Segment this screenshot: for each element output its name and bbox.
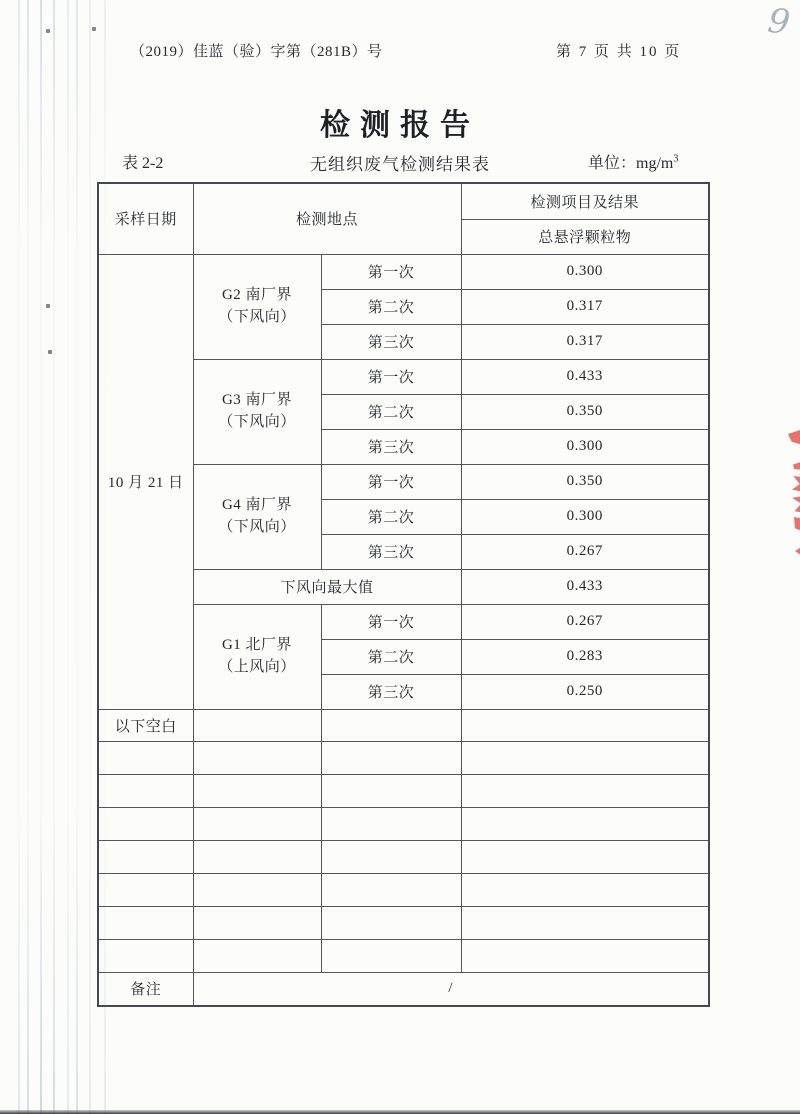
stamp-fragment-icon xyxy=(795,546,800,556)
stamp-fragment-icon xyxy=(793,461,800,470)
location-cell-g3 xyxy=(193,359,321,464)
empty-cell xyxy=(461,840,709,873)
reading-label: 第一次 xyxy=(321,359,461,394)
reading-label: 第三次 xyxy=(321,429,461,464)
reading-label: 第三次 xyxy=(321,534,461,569)
empty-cell xyxy=(98,873,193,906)
remarks-value: / xyxy=(193,972,709,1006)
document-number: （2019）佳蓝（验）字第（281B）号 xyxy=(130,44,383,60)
handwritten-page-mark: 9 xyxy=(765,0,793,44)
empty-cell xyxy=(461,807,709,840)
location-name: G3 南厂界 xyxy=(221,391,293,408)
reading-label: 第二次 xyxy=(321,499,461,534)
reading-value: 0.300 xyxy=(461,254,709,289)
reading-label: 第一次 xyxy=(321,604,461,639)
empty-cell xyxy=(321,807,461,840)
reading-value: 0.250 xyxy=(461,674,709,709)
report-title: 检测报告 xyxy=(320,109,480,142)
reading-value: 0.267 xyxy=(461,604,709,639)
reading-value: 0.317 xyxy=(461,289,709,324)
reading-label: 第二次 xyxy=(321,289,461,324)
empty-cell xyxy=(321,906,461,939)
stamp-fragment-icon xyxy=(794,517,800,531)
reading-value: 0.300 xyxy=(461,499,709,534)
location-cell-g1 xyxy=(193,604,321,709)
empty-row xyxy=(98,873,709,906)
location-wind: （下风向） xyxy=(218,308,296,325)
location-cell-g4 xyxy=(193,464,321,569)
remarks-row xyxy=(98,972,709,1006)
red-stamp-fragment xyxy=(784,428,800,558)
max-value: 0.433 xyxy=(461,569,709,604)
scan-speck xyxy=(46,304,50,308)
empty-cell xyxy=(321,873,461,906)
empty-row xyxy=(98,741,709,774)
empty-cell xyxy=(193,906,321,939)
header-location: 检测地点 xyxy=(193,183,461,254)
empty-cell xyxy=(193,807,321,840)
empty-cell xyxy=(98,741,193,774)
unit-exponent: 3 xyxy=(673,153,679,165)
empty-cell xyxy=(321,709,461,741)
max-value-label: 下风向最大值 xyxy=(193,569,461,604)
empty-cell xyxy=(193,774,321,807)
location-wind: （下风向） xyxy=(218,518,296,535)
reading-label: 第一次 xyxy=(321,254,461,289)
reading-label: 第三次 xyxy=(321,324,461,359)
reading-value: 0.300 xyxy=(461,429,709,464)
table-label: 表 2-2 xyxy=(122,155,164,172)
empty-cell xyxy=(461,741,709,774)
sampling-date-cell: 10 月 21 日 xyxy=(98,254,193,709)
empty-row xyxy=(98,840,709,873)
empty-cell xyxy=(193,741,321,774)
empty-cell xyxy=(321,774,461,807)
header-result-group: 检测项目及结果 xyxy=(461,183,709,219)
reading-value: 0.433 xyxy=(461,359,709,394)
reading-label: 第二次 xyxy=(321,394,461,429)
blank-below-label: 以下空白 xyxy=(98,709,193,741)
page-indicator: 第 7 页 共 10 页 xyxy=(556,44,682,60)
empty-cell xyxy=(98,774,193,807)
remarks-label: 备注 xyxy=(98,972,193,1006)
header-parameter: 总悬浮颗粒物 xyxy=(461,219,709,254)
empty-cell xyxy=(193,939,321,972)
scan-speck xyxy=(48,350,52,354)
reading-label: 第一次 xyxy=(321,464,461,499)
empty-cell xyxy=(193,709,321,741)
scan-bottom-edge xyxy=(0,1110,800,1114)
results-table xyxy=(97,182,710,1007)
location-wind: （上风向） xyxy=(218,658,296,675)
reading-value: 0.350 xyxy=(461,394,709,429)
location-cell-g2 xyxy=(193,254,321,359)
empty-cell xyxy=(461,709,709,741)
reading-value: 0.283 xyxy=(461,639,709,674)
reading-value: 0.350 xyxy=(461,464,709,499)
location-name: G4 南厂界 xyxy=(221,496,293,513)
header-sampling-date: 采样日期 xyxy=(98,183,193,254)
empty-cell xyxy=(98,840,193,873)
empty-cell xyxy=(461,906,709,939)
empty-cell xyxy=(193,840,321,873)
stamp-fragment-icon xyxy=(792,476,800,492)
scan-speck xyxy=(92,27,96,31)
empty-cell xyxy=(321,741,461,774)
reading-label: 第二次 xyxy=(321,639,461,674)
empty-cell xyxy=(98,807,193,840)
unit-text: 单位：mg/m xyxy=(588,155,674,172)
table-title: 无组织废气检测结果表 xyxy=(310,155,490,174)
empty-cell xyxy=(461,873,709,906)
empty-row xyxy=(98,906,709,939)
empty-cell xyxy=(461,774,709,807)
location-name: G1 北厂界 xyxy=(221,636,293,653)
empty-row xyxy=(98,939,709,972)
empty-row xyxy=(98,807,709,840)
reading-label: 第三次 xyxy=(321,674,461,709)
scan-speck xyxy=(46,29,50,33)
reading-value: 0.317 xyxy=(461,324,709,359)
empty-cell xyxy=(461,939,709,972)
stamp-fragment-icon xyxy=(788,428,800,445)
header-row-1 xyxy=(98,183,709,219)
empty-row xyxy=(98,774,709,807)
empty-cell xyxy=(193,873,321,906)
empty-cell xyxy=(321,939,461,972)
reading-value: 0.267 xyxy=(461,534,709,569)
empty-cell xyxy=(98,906,193,939)
location-wind: （下风向） xyxy=(218,413,296,430)
empty-cell xyxy=(321,840,461,873)
stamp-fragment-icon xyxy=(792,496,800,513)
table-row xyxy=(98,254,709,289)
blank-below-row xyxy=(98,709,709,741)
unit-label xyxy=(588,150,678,173)
location-name: G2 南厂界 xyxy=(221,286,293,303)
empty-cell xyxy=(98,939,193,972)
